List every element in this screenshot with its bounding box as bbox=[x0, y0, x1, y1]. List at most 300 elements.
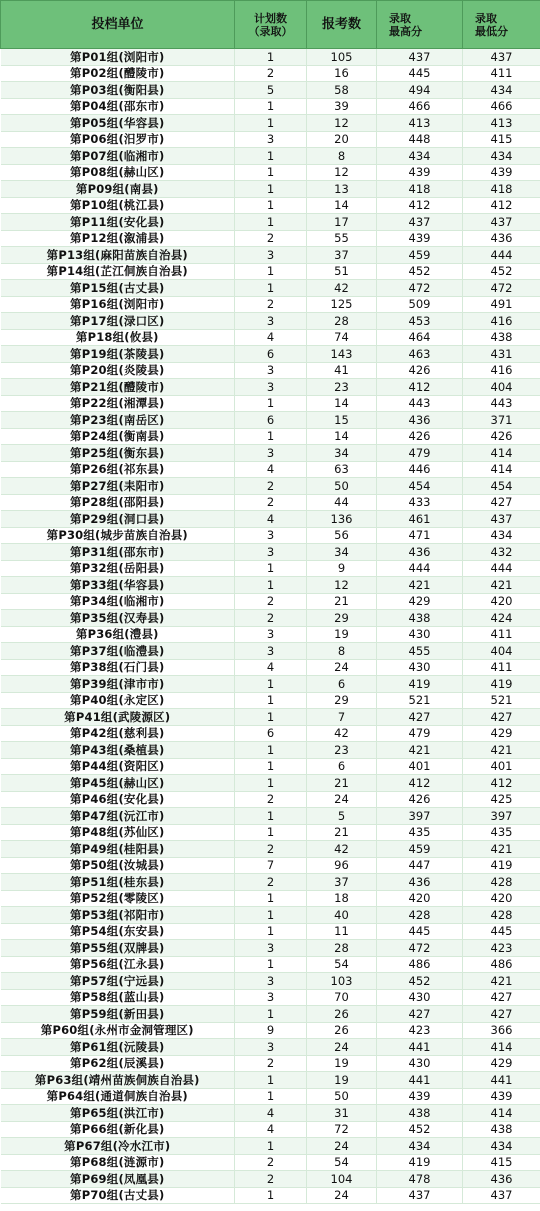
plan-cell: 1 bbox=[235, 907, 307, 924]
table-row bbox=[1, 1105, 540, 1122]
applicants-cell: 11 bbox=[307, 923, 377, 940]
applicants-cell: 24 bbox=[307, 791, 377, 808]
max-score-cell: 436 bbox=[377, 874, 463, 891]
unit-cell: 第P43组(桑植县) bbox=[1, 742, 235, 759]
plan-cell: 3 bbox=[235, 989, 307, 1006]
max-score-cell: 439 bbox=[377, 164, 463, 181]
max-score-cell: 438 bbox=[377, 610, 463, 627]
max-score-cell: 459 bbox=[377, 841, 463, 858]
min-score-cell: 427 bbox=[463, 1006, 540, 1023]
applicants-cell: 37 bbox=[307, 247, 377, 264]
plan-cell: 1 bbox=[235, 676, 307, 693]
table-row bbox=[1, 808, 540, 825]
applicants-cell: 23 bbox=[307, 379, 377, 396]
unit-cell: 第P55组(双牌县) bbox=[1, 940, 235, 957]
unit-cell: 第P40组(永定区) bbox=[1, 692, 235, 709]
applicants-cell: 24 bbox=[307, 659, 377, 676]
unit-cell: 第P70组(古丈县) bbox=[1, 1187, 235, 1204]
table-row bbox=[1, 346, 540, 363]
min-score-cell: 429 bbox=[463, 1055, 540, 1072]
max-score-cell: 430 bbox=[377, 989, 463, 1006]
applicants-cell: 44 bbox=[307, 494, 377, 511]
table-row bbox=[1, 676, 540, 693]
plan-cell: 1 bbox=[235, 115, 307, 132]
max-score-cell: 446 bbox=[377, 461, 463, 478]
applicants-cell: 40 bbox=[307, 907, 377, 924]
applicants-cell: 104 bbox=[307, 1171, 377, 1188]
unit-cell: 第P14组(芷江侗族自治县) bbox=[1, 263, 235, 280]
applicants-cell: 19 bbox=[307, 1072, 377, 1089]
table-row bbox=[1, 626, 540, 643]
applicants-cell: 24 bbox=[307, 1138, 377, 1155]
applicants-cell: 6 bbox=[307, 758, 377, 775]
header-unit: 投档单位 bbox=[1, 1, 235, 49]
max-score-cell: 429 bbox=[377, 593, 463, 610]
unit-cell: 第P52组(零陵区) bbox=[1, 890, 235, 907]
unit-cell: 第P57组(宁远县) bbox=[1, 973, 235, 990]
unit-cell: 第P60组(永州市金洞管理区) bbox=[1, 1022, 235, 1039]
applicants-cell: 103 bbox=[307, 973, 377, 990]
min-score-cell: 371 bbox=[463, 412, 540, 429]
min-score-cell: 437 bbox=[463, 511, 540, 528]
plan-cell: 1 bbox=[235, 49, 307, 66]
table-row bbox=[1, 181, 540, 198]
min-score-cell: 437 bbox=[463, 214, 540, 231]
applicants-cell: 63 bbox=[307, 461, 377, 478]
plan-cell: 6 bbox=[235, 346, 307, 363]
unit-cell: 第P04组(邵东市) bbox=[1, 98, 235, 115]
min-score-cell: 444 bbox=[463, 247, 540, 264]
min-score-cell: 444 bbox=[463, 560, 540, 577]
plan-cell: 1 bbox=[235, 742, 307, 759]
table-row bbox=[1, 775, 540, 792]
max-score-cell: 439 bbox=[377, 1088, 463, 1105]
min-score-cell: 412 bbox=[463, 775, 540, 792]
max-score-cell: 455 bbox=[377, 643, 463, 660]
table-row bbox=[1, 1072, 540, 1089]
min-score-cell: 436 bbox=[463, 230, 540, 247]
max-score-cell: 436 bbox=[377, 544, 463, 561]
min-score-cell: 521 bbox=[463, 692, 540, 709]
unit-cell: 第P58组(蓝山县) bbox=[1, 989, 235, 1006]
unit-cell: 第P48组(苏仙区) bbox=[1, 824, 235, 841]
table-row bbox=[1, 148, 540, 165]
plan-cell: 6 bbox=[235, 725, 307, 742]
min-score-cell: 397 bbox=[463, 808, 540, 825]
plan-cell: 1 bbox=[235, 758, 307, 775]
table-row bbox=[1, 824, 540, 841]
plan-cell: 1 bbox=[235, 824, 307, 841]
applicants-cell: 125 bbox=[307, 296, 377, 313]
unit-cell: 第P19组(茶陵县) bbox=[1, 346, 235, 363]
header-applicants: 报考数 bbox=[307, 1, 377, 49]
min-score-cell: 401 bbox=[463, 758, 540, 775]
applicants-cell: 96 bbox=[307, 857, 377, 874]
max-score-cell: 471 bbox=[377, 527, 463, 544]
applicants-cell: 26 bbox=[307, 1022, 377, 1039]
max-score-cell: 478 bbox=[377, 1171, 463, 1188]
max-score-cell: 472 bbox=[377, 940, 463, 957]
unit-cell: 第P05组(华容县) bbox=[1, 115, 235, 132]
plan-cell: 2 bbox=[235, 791, 307, 808]
min-score-cell: 428 bbox=[463, 907, 540, 924]
table-row bbox=[1, 791, 540, 808]
plan-cell: 1 bbox=[235, 197, 307, 214]
plan-cell: 4 bbox=[235, 1121, 307, 1138]
applicants-cell: 51 bbox=[307, 263, 377, 280]
applicants-cell: 19 bbox=[307, 626, 377, 643]
unit-cell: 第P33组(华容县) bbox=[1, 577, 235, 594]
plan-cell: 1 bbox=[235, 890, 307, 907]
table-row bbox=[1, 65, 540, 82]
unit-cell: 第P61组(沅陵县) bbox=[1, 1039, 235, 1056]
plan-cell: 1 bbox=[235, 775, 307, 792]
plan-cell: 1 bbox=[235, 1072, 307, 1089]
plan-cell: 5 bbox=[235, 82, 307, 99]
min-score-cell: 443 bbox=[463, 395, 540, 412]
table-row bbox=[1, 197, 540, 214]
max-score-cell: 509 bbox=[377, 296, 463, 313]
unit-cell: 第P23组(南岳区) bbox=[1, 412, 235, 429]
min-score-cell: 434 bbox=[463, 148, 540, 165]
max-score-cell: 426 bbox=[377, 791, 463, 808]
table-row bbox=[1, 742, 540, 759]
min-score-cell: 427 bbox=[463, 709, 540, 726]
unit-cell: 第P35组(汉寿县) bbox=[1, 610, 235, 627]
max-score-cell: 447 bbox=[377, 857, 463, 874]
plan-cell: 2 bbox=[235, 874, 307, 891]
table-row bbox=[1, 478, 540, 495]
max-score-cell: 437 bbox=[377, 49, 463, 66]
unit-cell: 第P22组(湘潭县) bbox=[1, 395, 235, 412]
plan-cell: 1 bbox=[235, 923, 307, 940]
max-score-cell: 479 bbox=[377, 725, 463, 742]
table-row bbox=[1, 940, 540, 957]
unit-cell: 第P13组(麻阳苗族自治县) bbox=[1, 247, 235, 264]
min-score-cell: 437 bbox=[463, 1187, 540, 1204]
header-min-line1: 录取 bbox=[475, 11, 497, 25]
applicants-cell: 12 bbox=[307, 115, 377, 132]
plan-cell: 1 bbox=[235, 1088, 307, 1105]
min-score-cell: 491 bbox=[463, 296, 540, 313]
min-score-cell: 436 bbox=[463, 1171, 540, 1188]
applicants-cell: 13 bbox=[307, 181, 377, 198]
table-row bbox=[1, 610, 540, 627]
applicants-cell: 55 bbox=[307, 230, 377, 247]
unit-cell: 第P09组(南县) bbox=[1, 181, 235, 198]
unit-cell: 第P25组(衡东县) bbox=[1, 445, 235, 462]
min-score-cell: 420 bbox=[463, 890, 540, 907]
max-score-cell: 428 bbox=[377, 907, 463, 924]
plan-cell: 1 bbox=[235, 1138, 307, 1155]
max-score-cell: 420 bbox=[377, 890, 463, 907]
table-row bbox=[1, 280, 540, 297]
plan-cell: 1 bbox=[235, 1187, 307, 1204]
min-score-cell: 419 bbox=[463, 857, 540, 874]
plan-cell: 1 bbox=[235, 1006, 307, 1023]
min-score-cell: 439 bbox=[463, 164, 540, 181]
table-row bbox=[1, 560, 540, 577]
applicants-cell: 37 bbox=[307, 874, 377, 891]
table-row bbox=[1, 395, 540, 412]
min-score-cell: 427 bbox=[463, 494, 540, 511]
unit-cell: 第P42组(慈利县) bbox=[1, 725, 235, 742]
min-score-cell: 420 bbox=[463, 593, 540, 610]
table-row bbox=[1, 923, 540, 940]
table-row bbox=[1, 527, 540, 544]
min-score-cell: 429 bbox=[463, 725, 540, 742]
max-score-cell: 418 bbox=[377, 181, 463, 198]
min-score-cell: 421 bbox=[463, 973, 540, 990]
max-score-cell: 421 bbox=[377, 577, 463, 594]
unit-cell: 第P30组(城步苗族自治县) bbox=[1, 527, 235, 544]
plan-cell: 3 bbox=[235, 313, 307, 330]
applicants-cell: 70 bbox=[307, 989, 377, 1006]
applicants-cell: 21 bbox=[307, 593, 377, 610]
max-score-cell: 452 bbox=[377, 973, 463, 990]
plan-cell: 3 bbox=[235, 626, 307, 643]
min-score-cell: 426 bbox=[463, 428, 540, 445]
plan-cell: 2 bbox=[235, 1055, 307, 1072]
plan-cell: 3 bbox=[235, 643, 307, 660]
unit-cell: 第P46组(安化县) bbox=[1, 791, 235, 808]
applicants-cell: 21 bbox=[307, 775, 377, 792]
plan-cell: 1 bbox=[235, 709, 307, 726]
unit-cell: 第P11组(安化县) bbox=[1, 214, 235, 231]
unit-cell: 第P49组(桂阳县) bbox=[1, 841, 235, 858]
unit-cell: 第P27组(耒阳市) bbox=[1, 478, 235, 495]
unit-cell: 第P66组(新化县) bbox=[1, 1121, 235, 1138]
unit-cell: 第P17组(渌口区) bbox=[1, 313, 235, 330]
plan-cell: 3 bbox=[235, 527, 307, 544]
unit-cell: 第P54组(东安县) bbox=[1, 923, 235, 940]
table-row bbox=[1, 1055, 540, 1072]
applicants-cell: 31 bbox=[307, 1105, 377, 1122]
unit-cell: 第P47组(沅江市) bbox=[1, 808, 235, 825]
min-score-cell: 414 bbox=[463, 1105, 540, 1122]
unit-cell: 第P63组(靖州苗族侗族自治县) bbox=[1, 1072, 235, 1089]
unit-cell: 第P03组(衡阳县) bbox=[1, 82, 235, 99]
table-row bbox=[1, 98, 540, 115]
table-row bbox=[1, 544, 540, 561]
min-score-cell: 414 bbox=[463, 1039, 540, 1056]
unit-cell: 第P34组(临湘市) bbox=[1, 593, 235, 610]
max-score-cell: 459 bbox=[377, 247, 463, 264]
table-row bbox=[1, 1006, 540, 1023]
unit-cell: 第P56组(江永县) bbox=[1, 956, 235, 973]
table-row bbox=[1, 164, 540, 181]
plan-cell: 4 bbox=[235, 461, 307, 478]
plan-cell: 2 bbox=[235, 296, 307, 313]
header-plan-line1: 计划数 bbox=[254, 11, 287, 25]
applicants-cell: 42 bbox=[307, 725, 377, 742]
table-row bbox=[1, 1088, 540, 1105]
table-row bbox=[1, 725, 540, 742]
unit-cell: 第P41组(武陵源区) bbox=[1, 709, 235, 726]
applicants-cell: 72 bbox=[307, 1121, 377, 1138]
max-score-cell: 452 bbox=[377, 263, 463, 280]
table-row bbox=[1, 247, 540, 264]
plan-cell: 4 bbox=[235, 1105, 307, 1122]
table-row bbox=[1, 412, 540, 429]
table-row bbox=[1, 593, 540, 610]
plan-cell: 1 bbox=[235, 577, 307, 594]
plan-cell: 2 bbox=[235, 478, 307, 495]
min-score-cell: 411 bbox=[463, 659, 540, 676]
min-score-cell: 425 bbox=[463, 791, 540, 808]
applicants-cell: 14 bbox=[307, 197, 377, 214]
plan-cell: 3 bbox=[235, 1039, 307, 1056]
table-row bbox=[1, 115, 540, 132]
max-score-cell: 454 bbox=[377, 478, 463, 495]
plan-cell: 3 bbox=[235, 247, 307, 264]
max-score-cell: 439 bbox=[377, 230, 463, 247]
max-score-cell: 412 bbox=[377, 197, 463, 214]
plan-cell: 1 bbox=[235, 263, 307, 280]
unit-cell: 第P39组(津市市) bbox=[1, 676, 235, 693]
max-score-cell: 441 bbox=[377, 1072, 463, 1089]
min-score-cell: 428 bbox=[463, 874, 540, 891]
applicants-cell: 29 bbox=[307, 610, 377, 627]
plan-cell: 1 bbox=[235, 560, 307, 577]
table-row bbox=[1, 1154, 540, 1171]
max-score-cell: 401 bbox=[377, 758, 463, 775]
plan-cell: 1 bbox=[235, 148, 307, 165]
table-row bbox=[1, 263, 540, 280]
min-score-cell: 445 bbox=[463, 923, 540, 940]
applicants-cell: 7 bbox=[307, 709, 377, 726]
table-row bbox=[1, 577, 540, 594]
table-row bbox=[1, 379, 540, 396]
table-row bbox=[1, 1121, 540, 1138]
unit-cell: 第P01组(浏阳市) bbox=[1, 49, 235, 66]
plan-cell: 6 bbox=[235, 412, 307, 429]
table-row bbox=[1, 329, 540, 346]
min-score-cell: 414 bbox=[463, 445, 540, 462]
applicants-cell: 143 bbox=[307, 346, 377, 363]
max-score-cell: 443 bbox=[377, 395, 463, 412]
table-row bbox=[1, 296, 540, 313]
min-score-cell: 421 bbox=[463, 841, 540, 858]
header-row bbox=[1, 1, 540, 49]
applicants-cell: 34 bbox=[307, 445, 377, 462]
plan-cell: 2 bbox=[235, 841, 307, 858]
applicants-cell: 14 bbox=[307, 428, 377, 445]
plan-cell: 3 bbox=[235, 445, 307, 462]
plan-cell: 1 bbox=[235, 164, 307, 181]
table-row bbox=[1, 956, 540, 973]
max-score-cell: 427 bbox=[377, 709, 463, 726]
header-plan bbox=[235, 1, 307, 49]
min-score-cell: 412 bbox=[463, 197, 540, 214]
table-row bbox=[1, 857, 540, 874]
unit-cell: 第P24组(衡南县) bbox=[1, 428, 235, 445]
max-score-cell: 434 bbox=[377, 1138, 463, 1155]
min-score-cell: 435 bbox=[463, 824, 540, 841]
applicants-cell: 56 bbox=[307, 527, 377, 544]
applicants-cell: 28 bbox=[307, 940, 377, 957]
unit-cell: 第P26组(祁东县) bbox=[1, 461, 235, 478]
max-score-cell: 444 bbox=[377, 560, 463, 577]
table-row bbox=[1, 907, 540, 924]
table-row bbox=[1, 692, 540, 709]
applicants-cell: 26 bbox=[307, 1006, 377, 1023]
unit-cell: 第P10组(桃江县) bbox=[1, 197, 235, 214]
applicants-cell: 28 bbox=[307, 313, 377, 330]
table-row bbox=[1, 1022, 540, 1039]
unit-cell: 第P36组(澧县) bbox=[1, 626, 235, 643]
table-row bbox=[1, 428, 540, 445]
min-score-cell: 411 bbox=[463, 626, 540, 643]
table-row bbox=[1, 131, 540, 148]
table-row bbox=[1, 511, 540, 528]
table-row bbox=[1, 461, 540, 478]
unit-cell: 第P28组(邵阳县) bbox=[1, 494, 235, 511]
unit-cell: 第P53组(祁阳市) bbox=[1, 907, 235, 924]
applicants-cell: 21 bbox=[307, 824, 377, 841]
plan-cell: 1 bbox=[235, 181, 307, 198]
plan-cell: 2 bbox=[235, 610, 307, 627]
max-score-cell: 436 bbox=[377, 412, 463, 429]
min-score-cell: 472 bbox=[463, 280, 540, 297]
unit-cell: 第P67组(冷水江市) bbox=[1, 1138, 235, 1155]
min-score-cell: 432 bbox=[463, 544, 540, 561]
unit-cell: 第P45组(赫山区) bbox=[1, 775, 235, 792]
max-score-cell: 464 bbox=[377, 329, 463, 346]
max-score-cell: 433 bbox=[377, 494, 463, 511]
unit-cell: 第P02组(醴陵市) bbox=[1, 65, 235, 82]
max-score-cell: 463 bbox=[377, 346, 463, 363]
table-row bbox=[1, 758, 540, 775]
table-row bbox=[1, 82, 540, 99]
table-row bbox=[1, 49, 540, 66]
min-score-cell: 421 bbox=[463, 742, 540, 759]
max-score-cell: 461 bbox=[377, 511, 463, 528]
applicants-cell: 29 bbox=[307, 692, 377, 709]
plan-cell: 1 bbox=[235, 395, 307, 412]
plan-cell: 9 bbox=[235, 1022, 307, 1039]
table-row bbox=[1, 313, 540, 330]
max-score-cell: 430 bbox=[377, 626, 463, 643]
applicants-cell: 20 bbox=[307, 131, 377, 148]
max-score-cell: 419 bbox=[377, 676, 463, 693]
table-row bbox=[1, 643, 540, 660]
plan-cell: 7 bbox=[235, 857, 307, 874]
table-row bbox=[1, 973, 540, 990]
unit-cell: 第P38组(石门县) bbox=[1, 659, 235, 676]
plan-cell: 1 bbox=[235, 280, 307, 297]
min-score-cell: 404 bbox=[463, 379, 540, 396]
table-row bbox=[1, 1187, 540, 1204]
max-score-cell: 419 bbox=[377, 1154, 463, 1171]
unit-cell: 第P12组(溆浦县) bbox=[1, 230, 235, 247]
min-score-cell: 366 bbox=[463, 1022, 540, 1039]
max-score-cell: 438 bbox=[377, 1105, 463, 1122]
plan-cell: 3 bbox=[235, 131, 307, 148]
min-score-cell: 438 bbox=[463, 329, 540, 346]
max-score-cell: 413 bbox=[377, 115, 463, 132]
min-score-cell: 438 bbox=[463, 1121, 540, 1138]
applicants-cell: 17 bbox=[307, 214, 377, 231]
unit-cell: 第P69组(凤凰县) bbox=[1, 1171, 235, 1188]
min-score-cell: 424 bbox=[463, 610, 540, 627]
min-score-cell: 415 bbox=[463, 1154, 540, 1171]
plan-cell: 4 bbox=[235, 659, 307, 676]
table-row bbox=[1, 874, 540, 891]
max-score-cell: 472 bbox=[377, 280, 463, 297]
min-score-cell: 466 bbox=[463, 98, 540, 115]
plan-cell: 4 bbox=[235, 329, 307, 346]
